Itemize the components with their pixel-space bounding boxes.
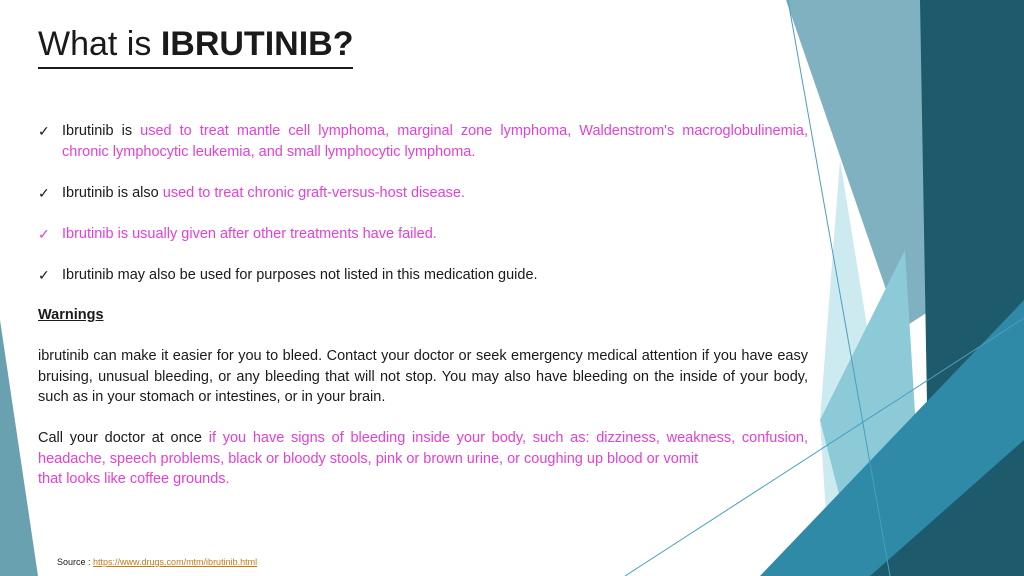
bullet-item: [38, 224, 808, 245]
bullet-highlight: Ibrutinib is usually given after other treatments have failed.: [62, 225, 437, 242]
bullet-text: Ibrutinib is also: [62, 184, 163, 201]
deco-shape-left-strip: [0, 320, 38, 576]
checkmark-icon: ✓: [38, 266, 50, 283]
call-doctor-paragraph: [38, 428, 808, 490]
checkmark-icon: ✓: [38, 225, 50, 242]
checkmark-icon: ✓: [38, 123, 50, 139]
title-drug-name: IBRUTINIB?: [160, 25, 354, 63]
warning-paragraph: ibrutinib can make it easier for you to bleed. Contact your doctor or seek emergency medical attention if you have easy bruising, unusual bleeding, or any bleeding that will not stop. You may also have bleeding on the inside of your body, such as in your stomach or intestines, or in your brain.: [38, 348, 808, 405]
bullet-item: [38, 265, 808, 286]
source-link[interactable]: https://www.drugs.com/mtm/ibrutinib.html: [93, 557, 258, 567]
call-doctor-highlight-end: that looks like coffee grounds.: [38, 471, 230, 487]
source-citation: [57, 556, 257, 568]
source-label: Source :: [57, 557, 94, 567]
page-title: What is IBRUTINIB?: [38, 22, 353, 69]
bullet-text: Ibrutinib is: [62, 123, 141, 139]
bullet-text: Ibrutinib may also be used for purposes not listed in this medication guide.: [62, 266, 538, 283]
bullet-item: [38, 121, 808, 162]
call-doctor-lead: Call your doctor at once: [38, 430, 209, 446]
bullet-highlight: used to treat mantle cell lymphoma, marginal zone lymphoma, Waldenstrom's macroglobulinemia, chronic lymphocytic leukemia, and small lymphocytic lymphoma.: [62, 123, 808, 160]
bullet-item: [38, 183, 808, 204]
checkmark-icon: ✓: [38, 184, 50, 201]
bullet-list: [38, 121, 808, 285]
bullet-highlight: used to treat chronic graft-versus-host disease.: [162, 184, 465, 201]
call-doctor-highlight: if you have signs of bleeding inside your body, such as: dizziness, weakness, confusion, headache, speech problems, black or bloody stools, pink or brown urine, or coughing up blood or vomit: [38, 430, 808, 467]
warnings-heading: Warnings: [38, 307, 104, 323]
